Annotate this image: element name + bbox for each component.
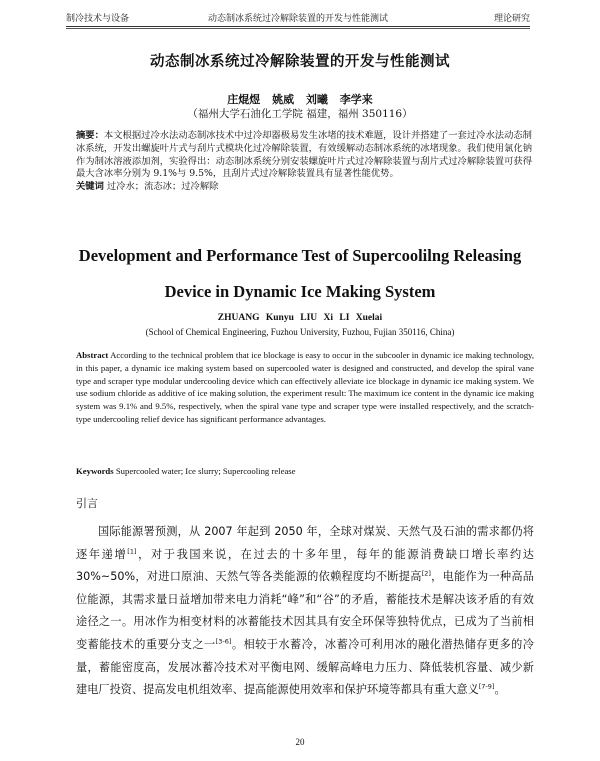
- body-text-part: 国际能源署预测，从 2007 年起到 2050 年，全球对煤炭、天然气及石油的需求都仍将逐年递增: [76, 525, 534, 561]
- chinese-title: 动态制冰系统过冷解除装置的开发与性能测试: [150, 54, 450, 70]
- introduction-paragraph: [76, 521, 534, 702]
- chinese-authors: 庄焜煜 姚威 刘曦 李学来: [227, 93, 373, 106]
- english-abstract-label: Abstract: [76, 350, 109, 360]
- citation: [2]: [421, 569, 431, 578]
- chinese-abstract: [76, 130, 532, 194]
- header-section: 理论研究: [493, 14, 530, 24]
- chinese-affiliation: （福州大学石油化工学院 福建，福州 350116）: [187, 108, 413, 120]
- body-text-part: ，对于我国来说，在过去的十多年里，每年的能源消费缺口增长率约达 30%~50%，对进口原油、天然气等各类能源的依赖程度均不断提高: [76, 547, 534, 584]
- body-text-part: 。: [494, 683, 506, 697]
- chinese-abstract-text: 本文根据过冷水法动态制冰技术中过冷却器极易发生冰堵的技术难题，设计并搭建了一套过冷水法动态制冰系统，开发出螺旋叶片式与刮片式模块化过冷解除装置，有效缓解动态制冰系统的冰堵现象。我们使用氯化钠作为制冰溶液添加剂，实验得出：动态制冰系统分别安装螺旋叶片式过冷解除装置与刮片式过冷解除装置可获得最大含冰率分别为 9.1%与 9.5%，且刮片式过冷解除装置具有显著性能优势。: [76, 130, 532, 180]
- chinese-abstract-label: 摘要：: [76, 130, 104, 141]
- chinese-keywords-label: 关键词: [76, 181, 104, 193]
- english-keywords-label: Keywords: [76, 466, 114, 476]
- citation: [1]: [127, 546, 137, 555]
- page-number: 20: [295, 737, 305, 747]
- body-text-part: 。相较于水蓄冷，冰蓄冷可利用冰的融化潜热储存更多的冷量，蓄能密度高，发展冰蓄冷技术对平衡电网、缓解高峰电力压力、降低装机容量、减少新建电厂投资、提高发电机组效率、提高能源使用效率和保护环境等都具有重大意义: [76, 637, 534, 697]
- header-rule-thin: [66, 28, 530, 29]
- header-title: 动态制冰系统过冷解除装置的开发与性能测试: [207, 14, 388, 24]
- english-affiliation: (School of Chemical Engineering, Fuzhou University, Fuzhou, Fujian 350116, China): [145, 327, 455, 337]
- citation: [3-6]: [215, 637, 232, 646]
- chinese-keywords: 过冷水；流态冰；过冷解除: [106, 181, 219, 193]
- english-abstract: [76, 349, 534, 426]
- header-journal: 制冷技术与设备: [66, 14, 130, 24]
- section-heading: 引言: [76, 497, 98, 510]
- english-title: Development and Performance Test of Supercoolilng Releasing Device in Dynamic Ice Making System: [78, 246, 522, 301]
- english-authors: ZHUANG Kunyu LIU Xi LI Xuelai: [217, 313, 383, 323]
- citation: [7-9]: [478, 682, 495, 691]
- english-keywords-line: [76, 465, 534, 478]
- header-rule: [66, 26, 530, 27]
- english-keywords: Supercooled water; Ice slurry; Supercooling release: [115, 466, 296, 476]
- running-header: [66, 11, 530, 25]
- english-abstract-text: According to the technical problem that ice blockage is easy to occur in the subcooler in dynamic ice making technology, in this paper, a dynamic ice making system based on supercooled water is designed and constructed, and develop the spiral vane type and scraper type modular undercooling device which can effectively alleviate ice blockage in dynamic ice making system. We use sodium chloride as additive of ice making solution, the experiment result: The maximum ice content in the dynamic ice making system was 9.1% and 9.5%, respectively, when the spiral vane type and scraper type were installed respectively, and the scratch-type undercooling relief device has significant performance advantages.: [76, 350, 534, 424]
- body-text-part: ，电能作为一种高品位能源，其需求量日益增加带来电力消耗“峰”和“谷”的矛盾，蓄能技术是解决该矛盾的有效途径之一。用冰作为相变材料的冰蓄能技术因其具有安全环保等独特优点，已成为了当前相变蓄能技术的重要分支之一: [76, 570, 534, 651]
